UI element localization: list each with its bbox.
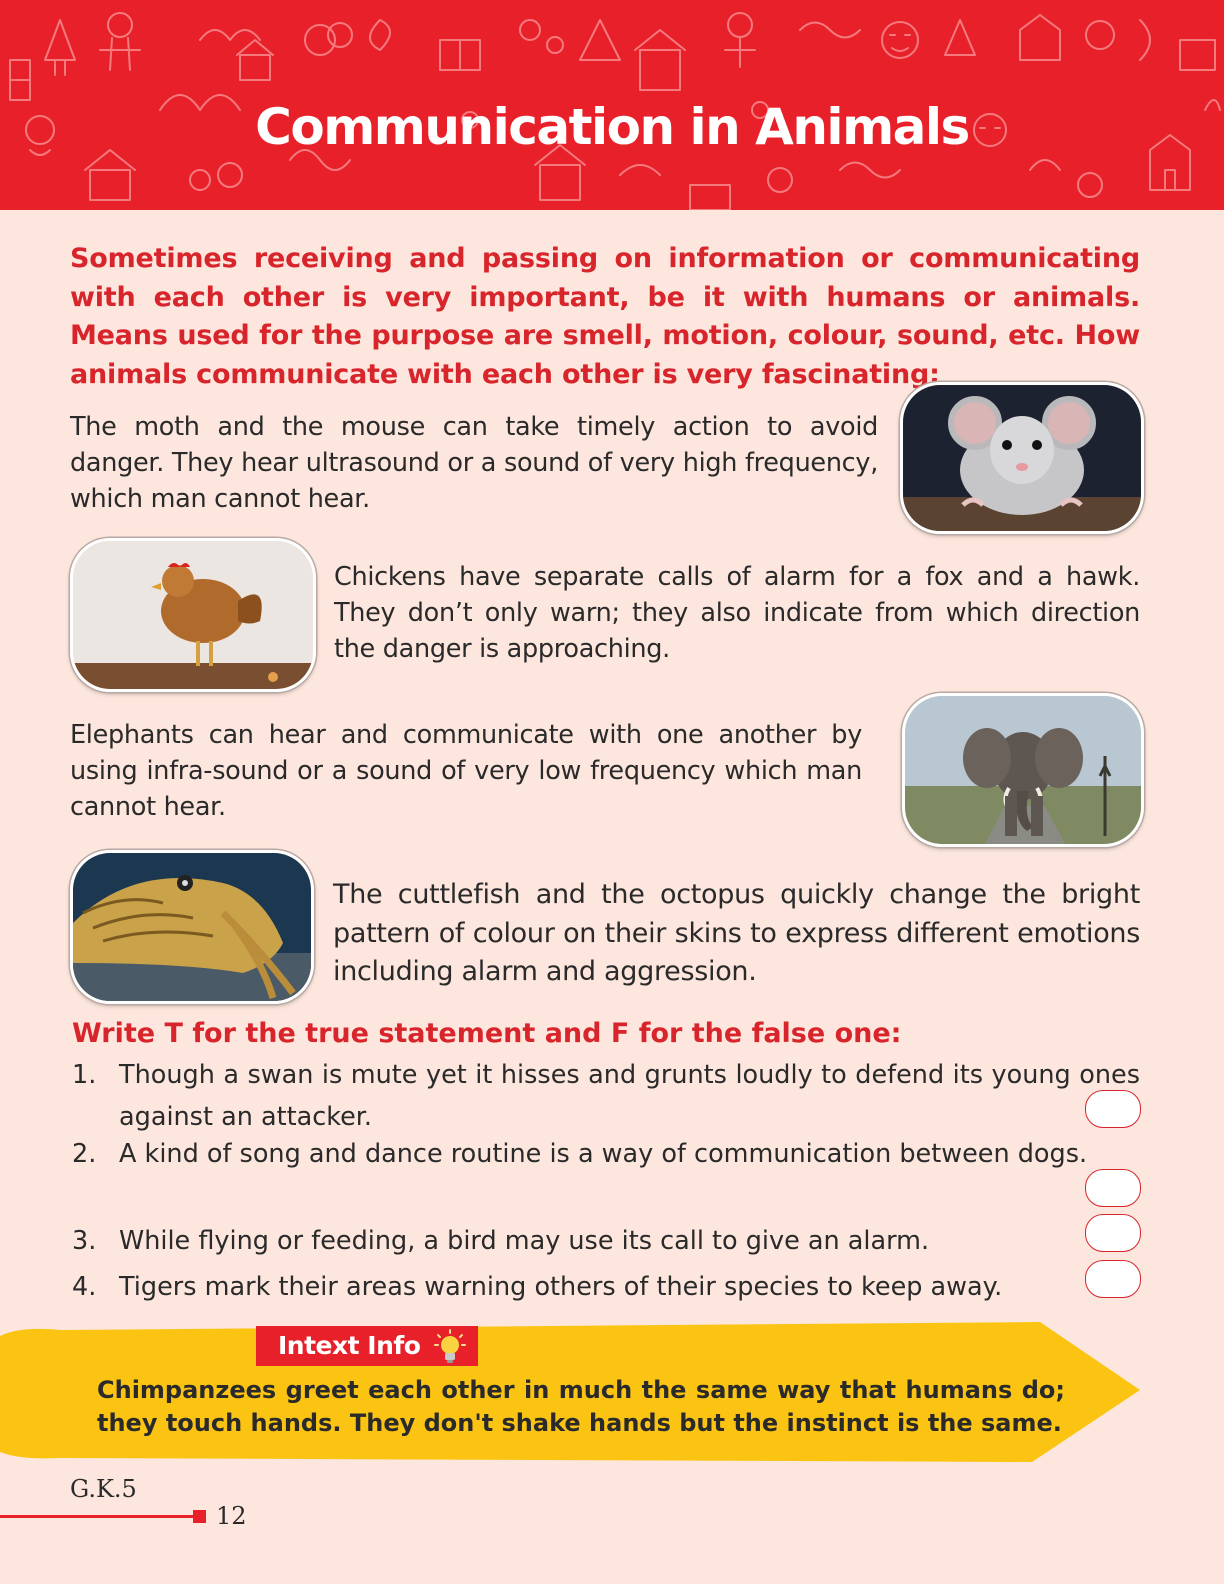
section-chicken-text: Chickens have separate calls of alarm for a fox and a hawk. They don’t only warn; they also indicate from which direction the danger is approaching. <box>334 562 1140 664</box>
mouse-photo <box>900 382 1144 534</box>
exercise-item-2 <box>72 1133 1140 1175</box>
footer-divider <box>0 1515 193 1518</box>
exercise-item-4 <box>72 1266 1140 1308</box>
exercise-heading: Write T for the true statement and F for the false one: <box>72 1018 902 1049</box>
intext-info-label-text: Intext Info <box>278 1331 421 1360</box>
answer-box-4[interactable] <box>1085 1260 1141 1298</box>
answer-box-1[interactable] <box>1085 1090 1141 1128</box>
exercise-item-3 <box>72 1220 1140 1262</box>
page-number: 12 <box>216 1502 247 1530</box>
book-label: G.K.5 <box>70 1475 137 1503</box>
exercise-item-number: 4. <box>72 1272 97 1302</box>
exercise-item-number: 2. <box>72 1139 97 1169</box>
intext-info-text: Chimpanzees greet each other in much the same way that humans do; they touch hands. They don't shake hands but the instinct is the same. <box>97 1376 1065 1437</box>
exercise-item-1 <box>72 1054 1140 1138</box>
answer-box-2[interactable] <box>1085 1169 1141 1207</box>
exercise-item-text: While flying or feeding, a bird may use its call to give an alarm. <box>119 1226 930 1256</box>
section-cuttlefish-text: The cuttlefish and the octopus quickly change the bright pattern of colour on their skins to express different emotions including alarm and aggression. <box>333 879 1140 987</box>
elephant-photo <box>902 693 1144 847</box>
exercise-item-number: 3. <box>72 1226 97 1256</box>
lightbulb-icon <box>434 1329 466 1365</box>
exercise-item-text: Tigers mark their areas warning others of their species to keep away. <box>119 1272 1003 1302</box>
exercise-item-text: A kind of song and dance routine is a way of communication between dogs. <box>119 1139 1088 1169</box>
section-mouse-text: The moth and the mouse can take timely action to avoid danger. They hear ultrasound or a sound of very high frequency, which man cannot hear. <box>70 412 878 514</box>
intro-paragraph: Sometimes receiving and passing on information or communicating with each other is very important, be it with humans or animals. Means used for the purpose are smell, motion, colour, sound, etc. How animals communicate with each other is very fascinating: <box>70 243 1140 390</box>
exercise-item-text: Though a swan is mute yet it hisses and grunts loudly to defend its young ones against an attacker. <box>119 1060 1140 1132</box>
chicken-photo <box>70 538 316 692</box>
footer-marker <box>193 1510 206 1523</box>
exercise-item-number: 1. <box>72 1060 97 1090</box>
intext-info-label <box>256 1326 478 1366</box>
cuttlefish-photo <box>70 850 314 1004</box>
page-title: Communication in Animals <box>255 98 969 156</box>
answer-box-3[interactable] <box>1085 1214 1141 1252</box>
header-banner <box>0 0 1224 210</box>
section-elephant-text: Elephants can hear and communicate with one another by using infra-sound or a sound of very low frequency which man cannot hear. <box>70 720 862 822</box>
